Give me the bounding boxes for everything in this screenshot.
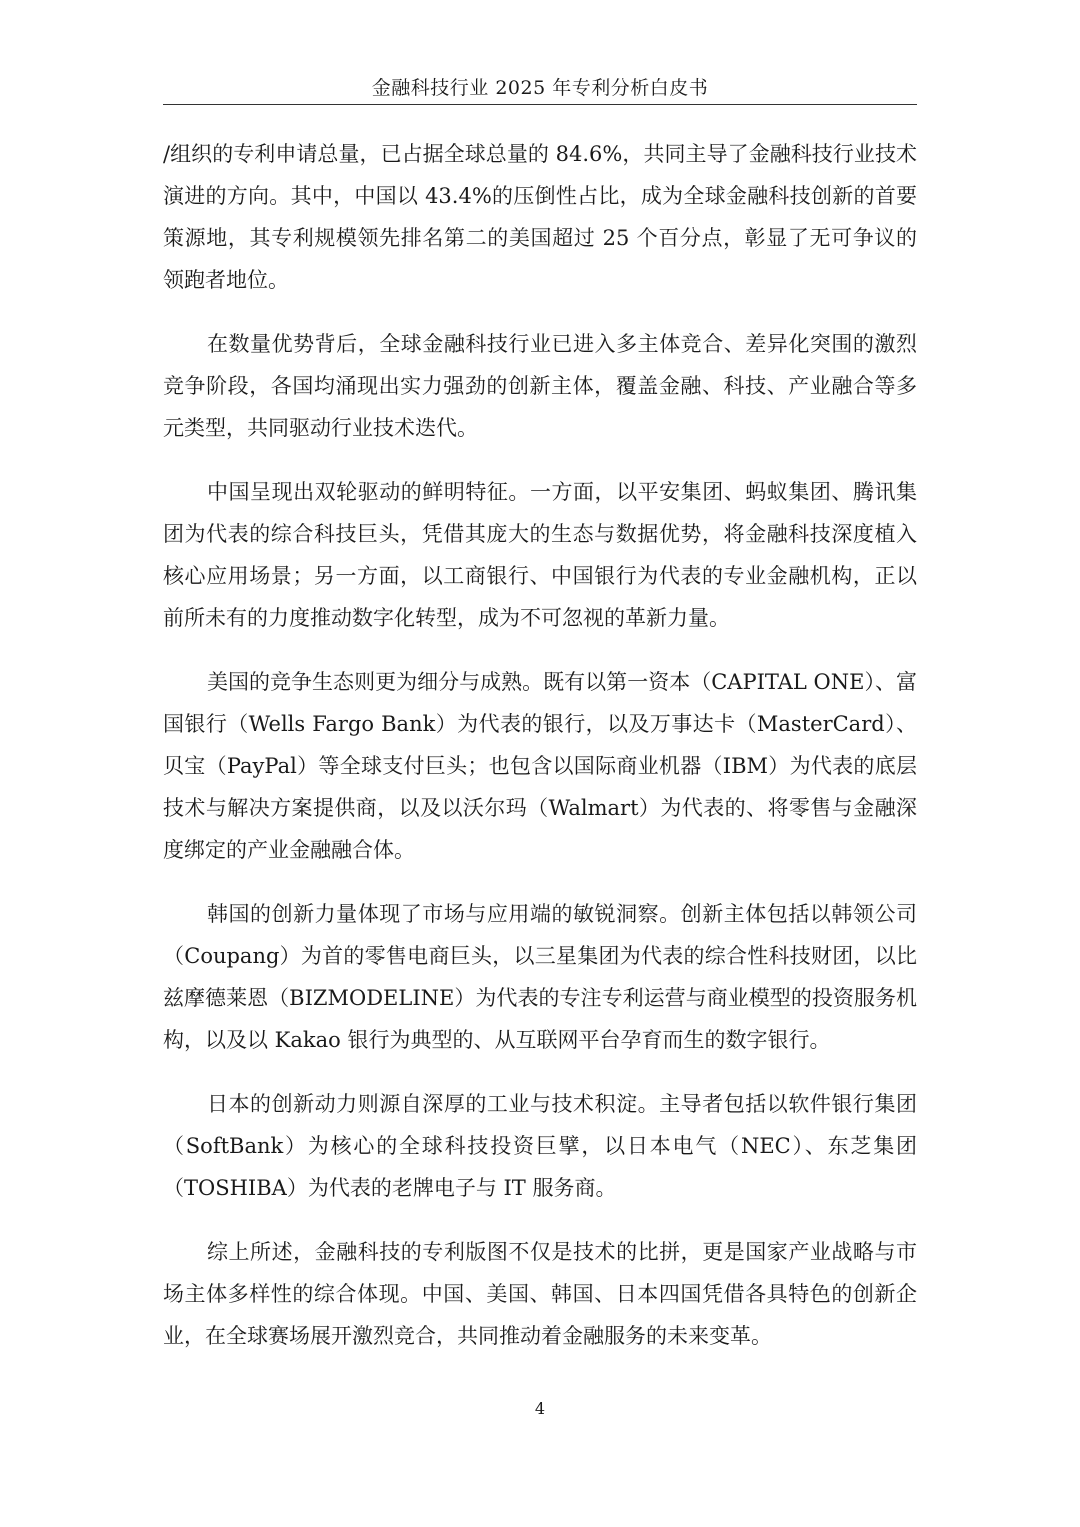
paragraph-korea: 韩国的创新力量体现了市场与应用端的敏锐洞察。创新主体包括以韩领公司（Coupang）为首的零售电商巨头，以三星集团为代表的综合性科技财团，以比兹摩德莱恩（BIZMODELINE）为代表的专注专利运营与商业模型的投资服务机构，以及以 Kakao 银行为典型的、从互联网平台孕育而生的数字银行。 bbox=[163, 902, 917, 1052]
running-header-title: 金融科技行业 2025 年专利分析白皮书 bbox=[371, 77, 709, 99]
page-number: 4 bbox=[534, 1399, 546, 1418]
body-text bbox=[163, 133, 917, 1379]
paragraph-usa: 美国的竞争生态则更为细分与成熟。既有以第一资本（CAPITAL ONE）、富国银行（Wells Fargo Bank）为代表的银行，以及万事达卡（MasterCard）、贝宝（PayPal）等全球支付巨头；也包含以国际商业机器（IBM）为代表的底层技术与解决方案提供商，以及以沃尔玛（Walmart）为代表的、将零售与金融深度绑定的产业金融融合体。 bbox=[163, 670, 917, 862]
paragraph-continuation: /组织的专利申请总量，已占据全球总量的 84.6%，共同主导了金融科技行业技术演进的方向。其中，中国以 43.4%的压倒性占比，成为全球金融科技创新的首要策源地，其专利规模领先排名第二的美国超过 25 个百分点，彰显了无可争议的领跑者地位。 bbox=[163, 142, 917, 292]
header-divider bbox=[163, 104, 917, 105]
paragraph-competition-overview: 在数量优势背后，全球金融科技行业已进入多主体竞合、差异化突围的激烈竞争阶段，各国均涌现出实力强劲的创新主体，覆盖金融、科技、产业融合等多元类型，共同驱动行业技术迭代。 bbox=[163, 332, 917, 440]
paragraph-japan: 日本的创新动力则源自深厚的工业与技术积淀。主导者包括以软件银行集团（SoftBank）为核心的全球科技投资巨擘，以日本电气（NEC）、东芝集团（TOSHIBA）为代表的老牌电子与 IT 服务商。 bbox=[163, 1092, 917, 1200]
paragraph-summary: 综上所述，金融科技的专利版图不仅是技术的比拼，更是国家产业战略与市场主体多样性的综合体现。中国、美国、韩国、日本四国凭借各具特色的创新企业，在全球赛场展开激烈竞合，共同推动着金融服务的未来变革。 bbox=[163, 1240, 917, 1348]
paragraph-china: 中国呈现出双轮驱动的鲜明特征。一方面，以平安集团、蚂蚁集团、腾讯集团为代表的综合科技巨头，凭借其庞大的生态与数据优势，将金融科技深度植入核心应用场景；另一方面，以工商银行、中国银行为代表的专业金融机构，正以前所未有的力度推动数字化转型，成为不可忽视的革新力量。 bbox=[163, 480, 917, 630]
